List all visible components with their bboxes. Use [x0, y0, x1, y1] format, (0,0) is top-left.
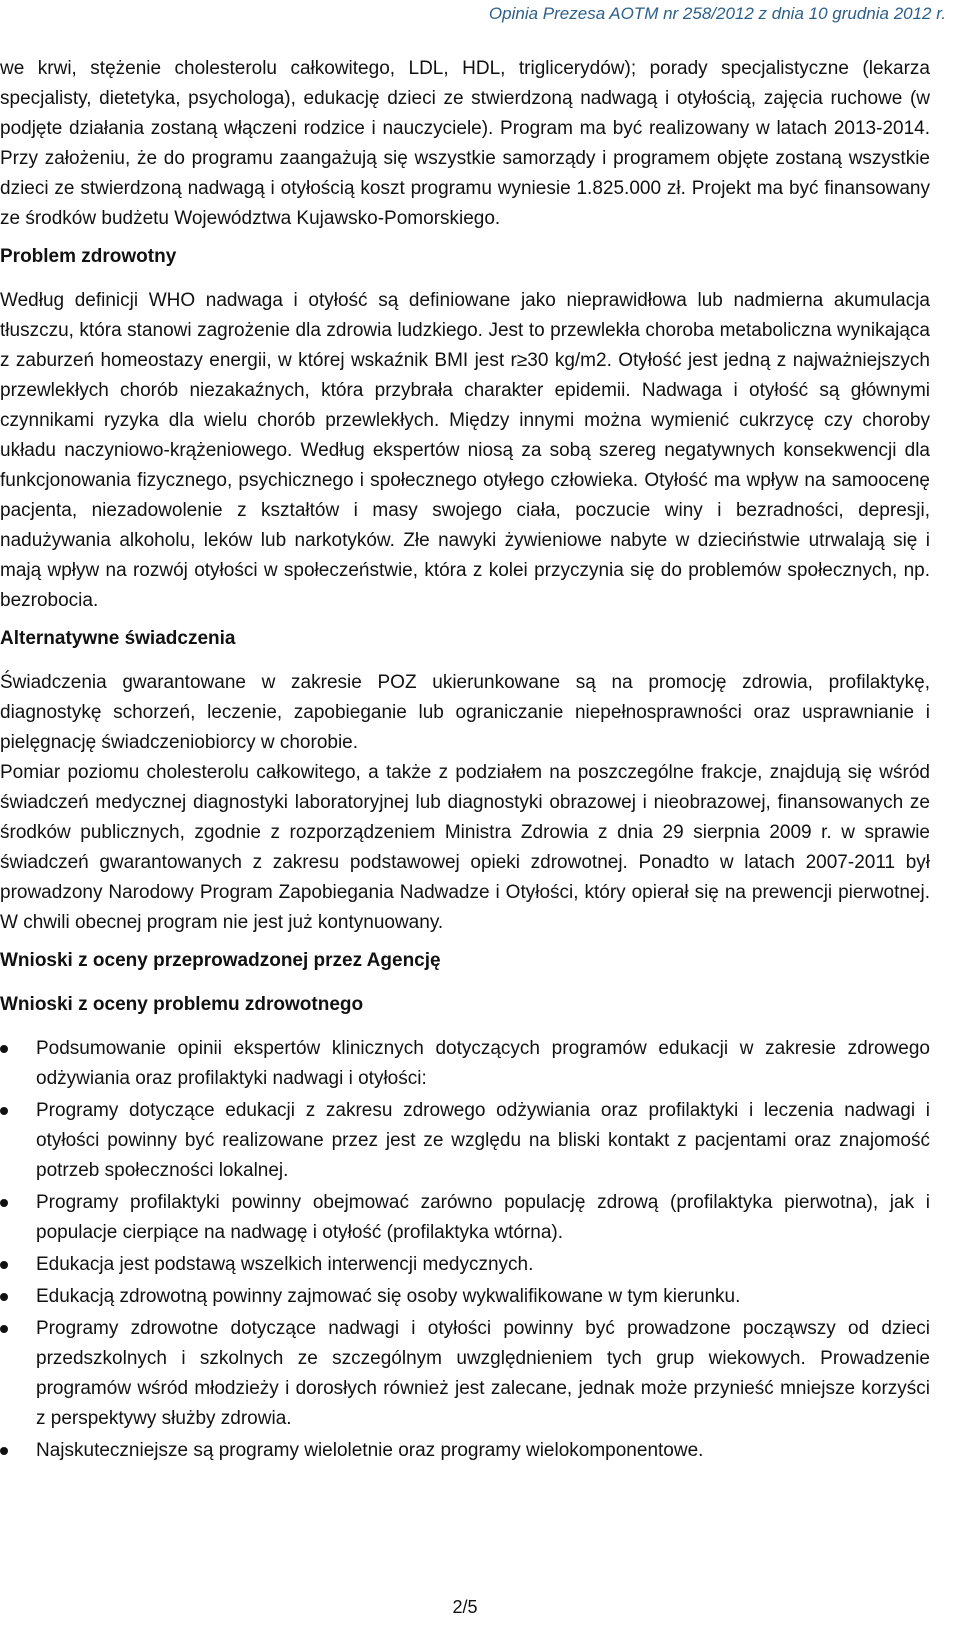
alternatives-paragraph-2: Pomiar poziomu cholesterolu całkowitego, a także z podziałem na poszczególne frakcje, znajdują się wśród świadczeń medycznej diagnostyki laboratoryjnej lub diagnostyki obrazowej i nieobrazowej, finansowanych ze środków publicznych, zgodnie z rozporządzeniem Ministra Zdrowia z dnia 29 sierpnia 2009 r. w sprawie świadczeń gwarantowanych z zakresu podstawowej opieki zdrowotnej. Ponadto w latach 2007-2011 był prowadzony Narodowy Program Zapobiegania Nadwadze i Otyłości, który opierał się na prewencji pierwotnej. W chwili obecnej program nie jest już kontynuowany. [0, 762, 930, 933]
bullet-icon [0, 1045, 8, 1053]
list-item [0, 1034, 930, 1094]
intro-paragraph: we krwi, stężenie cholesterolu całkowitego, LDL, HDL, triglicerydów); porady specjalistyczne (lekarza specjalisty, dietetyka, psychologa), edukację dzieci ze stwierdzoną nadwagą i otyłością, zajęcia ruchowe (w podjęte działania zostaną włączeni rodzice i nauczyciele). Program ma być realizowany w latach 2013-2014. Przy założeniu, że do programu zaangażują się wszystkie samorządy i programem objęte zostaną wszystkie dzieci ze stwierdzoną nadwagą i otyłością koszt programu wyniesie 1.825.000 zł. Projekt ma być finansowany ze środków budżetu Województwa Kujawsko-Pomorskiego. [0, 58, 930, 229]
subsection-heading-health-problem: Wnioski z oceny problemu zdrowotnego [0, 994, 364, 1015]
list-item-text: Edukacja jest podstawą wszelkich interwencji medycznych. [36, 1254, 534, 1275]
problem-paragraph: Według definicji WHO nadwaga i otyłość są definiowane jako nieprawidłowa lub nadmierna akumulacja tłuszczu, która stanowi zagrożenie dla zdrowia ludzkiego. Jest to przewlekła choroba metaboliczna wynikająca z zaburzeń homeostazy energii, w której wskaźnik BMI jest r≥30 kg/m2. Otyłość jest jedną z najważniejszych przewlekłych chorób niezakaźnych, która przybrała charakter epidemii. Nadwaga i otyłość są głównymi czynnikami ryzyka dla wielu chorób przewlekłych. Między innymi można wymienić cukrzycę czy choroby układu naczyniowo-krążeniowego. Według ekspertów niosą za sobą szereg negatywnych konsekwencji dla funkcjonowania fizycznego, psychicznego i społecznego otyłego człowieka. Otyłość ma wpływ na samoocenę pacjenta, niezadowolenie z kształtów i masy swojego ciała, poczucie winy i bezradności, depresji, nadużywania alkoholu, leków lub narkotyków. Złe nawyki żywieniowe nabyte w dzieciństwie utrwalają się i mają wpływ na rozwój otyłości w społeczeństwie, która z kolei przyczynia się do problemów społecznych, np. bezrobocia. [0, 290, 930, 611]
list-item [0, 1188, 930, 1248]
list-item [0, 1282, 930, 1312]
list-item-text: Programy profilaktyki powinny obejmować zarówno populację zdrową (profilaktyka pierwotna), jak i populacje cierpiące na nadwagę i otyłość (profilaktyka wtórna). [36, 1192, 930, 1243]
list-item-text: Edukacją zdrowotną powinny zajmować się osoby wykwalifikowane w tym kierunku. [36, 1286, 741, 1307]
section-heading-conclusions: Wnioski z oceny przeprowadzonej przez Agencję [0, 950, 441, 971]
bullet-icon [0, 1261, 8, 1269]
bullet-icon [0, 1447, 8, 1455]
bullet-icon [0, 1199, 8, 1207]
section-heading-alternatives: Alternatywne świadczenia [0, 628, 236, 649]
list-item [0, 1250, 930, 1280]
list-item [0, 1436, 930, 1466]
section-heading-problem: Problem zdrowotny [0, 246, 177, 267]
list-item-text: Programy dotyczące edukacji z zakresu zdrowego odżywiania oraz profilaktyki i leczenia nadwagi i otyłości powinny być realizowane przez jest ze względu na bliski kontakt z pacjentami oraz znajomość potrzeb społeczności lokalnej. [36, 1100, 930, 1181]
list-item-text: Podsumowanie opinii ekspertów klinicznych dotyczących programów edukacji w zakresie zdrowego odżywiania oraz profilaktyki nadwagi i otyłości: [36, 1038, 930, 1089]
bullet-icon [0, 1325, 8, 1333]
bullet-icon [0, 1107, 8, 1115]
running-header: Opinia Prezesa AOTM nr 258/2012 z dnia 10 grudnia 2012 r. [488, 4, 946, 23]
bullet-icon [0, 1293, 8, 1301]
alternatives-paragraph-1: Świadczenia gwarantowane w zakresie POZ ukierunkowane są na promocję zdrowia, profilaktykę, diagnostykę schorzeń, leczenie, zapobieganie lub ograniczanie niepełnosprawności oraz usprawnianie i pielęgnację świadczeniobiorcy w chorobie. [0, 672, 930, 753]
list-item-text: Programy zdrowotne dotyczące nadwagi i otyłości powinny być prowadzone począwszy od dzieci przedszkolnych i szkolnych ze szczególnym uwzględnieniem tych grup wiekowych. Prowadzenie programów wśród młodzieży i dorosłych również jest zalecane, jednak może przynieść mniejsze korzyści z perspektywy służby zdrowia. [36, 1318, 930, 1429]
document-body [0, 54, 930, 1468]
list-item-text: Najskuteczniejsze są programy wieloletnie oraz programy wielokomponentowe. [36, 1440, 704, 1461]
conclusions-bullet-list [0, 1034, 930, 1466]
list-item [0, 1314, 930, 1434]
page-number: 2/5 [452, 1597, 478, 1617]
list-item [0, 1096, 930, 1186]
